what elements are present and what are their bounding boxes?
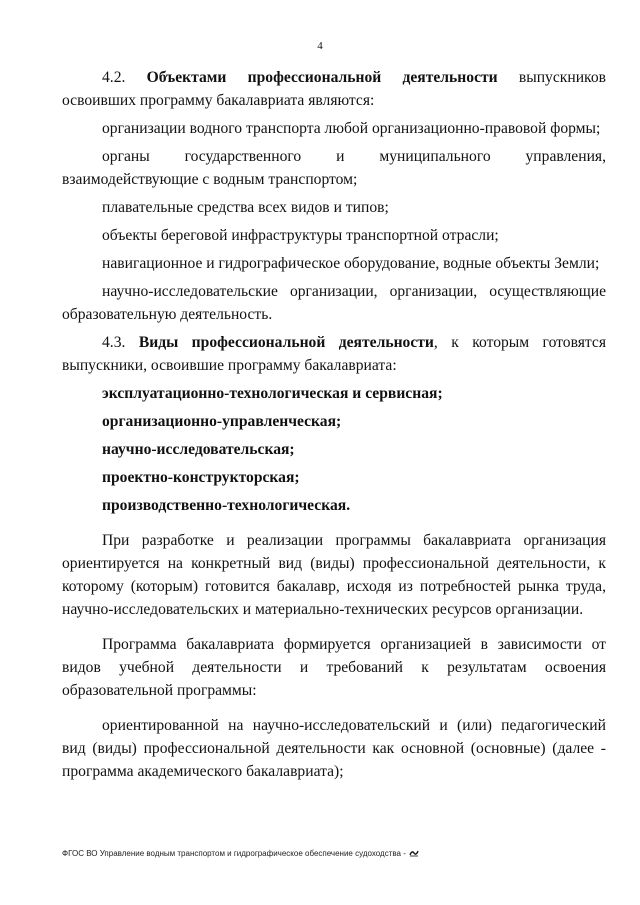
- footer-text: ФГОС ВО Управление водным транспортом и гидрографическое обеспечение судоходства -: [62, 849, 406, 858]
- section-intro-text: выпускников освоивших программу бакалавриата являются:: [62, 69, 606, 109]
- object-item: навигационное и гидрографическое оборудование, водные объекты Земли;: [102, 255, 600, 272]
- section-heading-bold: Объектами профессиональной деятельности: [146, 69, 498, 86]
- section-intro-text: , к которым готовятся выпускники, освоившие программу бакалавриата:: [62, 334, 606, 374]
- section-number: 4.2.: [102, 69, 126, 86]
- document-body: [62, 66, 606, 788]
- section-4-2-intro: [62, 66, 606, 112]
- page-footer: [62, 849, 419, 858]
- section-4-3-intro: [62, 331, 606, 377]
- object-item: объекты береговой инфраструктуры транспортной отрасли;: [102, 227, 499, 244]
- body-paragraph: При разработке и реализации программы бакалавриата организация ориентируется на конкретный вид (виды) профессиональной деятельности, к которому (которым) готовится бакалавр, исходя из потребностей рынка труда, научно-исследовательских и материально-технических ресурсов организации.: [62, 532, 606, 618]
- activity-type-item: организационно-управленческая;: [102, 413, 342, 430]
- body-paragraph: Программа бакалавриата формируется организацией в зависимости от видов учебной деятельности и требований к результатам освоения образовательной программы:: [62, 636, 606, 699]
- object-item: научно-исследовательские организации, организации, осуществляющие образовательную деятельность.: [62, 283, 606, 323]
- body-paragraph: ориентированной на научно-исследовательский и (или) педагогический вид (виды) профессиональной деятельности как основной (основные) (далее - программа академического бакалавриата);: [62, 717, 606, 780]
- section-heading-bold: Виды профессиональной деятельности: [138, 334, 434, 351]
- object-item: органы государственного и муниципального управления, взаимодействующие с водным транспортом;: [62, 148, 606, 188]
- object-item: плавательные средства всех видов и типов;: [102, 199, 389, 216]
- stamp-icon: [409, 850, 419, 857]
- section-number: 4.3.: [102, 334, 126, 351]
- page-number: 4: [317, 40, 323, 52]
- object-item: организации водного транспорта любой организационно-правовой формы;: [102, 120, 601, 137]
- activity-type-item: эксплуатационно-технологическая и сервисная;: [102, 385, 443, 402]
- activity-type-item: научно-исследовательская;: [102, 441, 295, 458]
- activity-type-item: производственно-технологическая.: [102, 497, 351, 514]
- activity-type-item: проектно-конструкторская;: [102, 469, 300, 486]
